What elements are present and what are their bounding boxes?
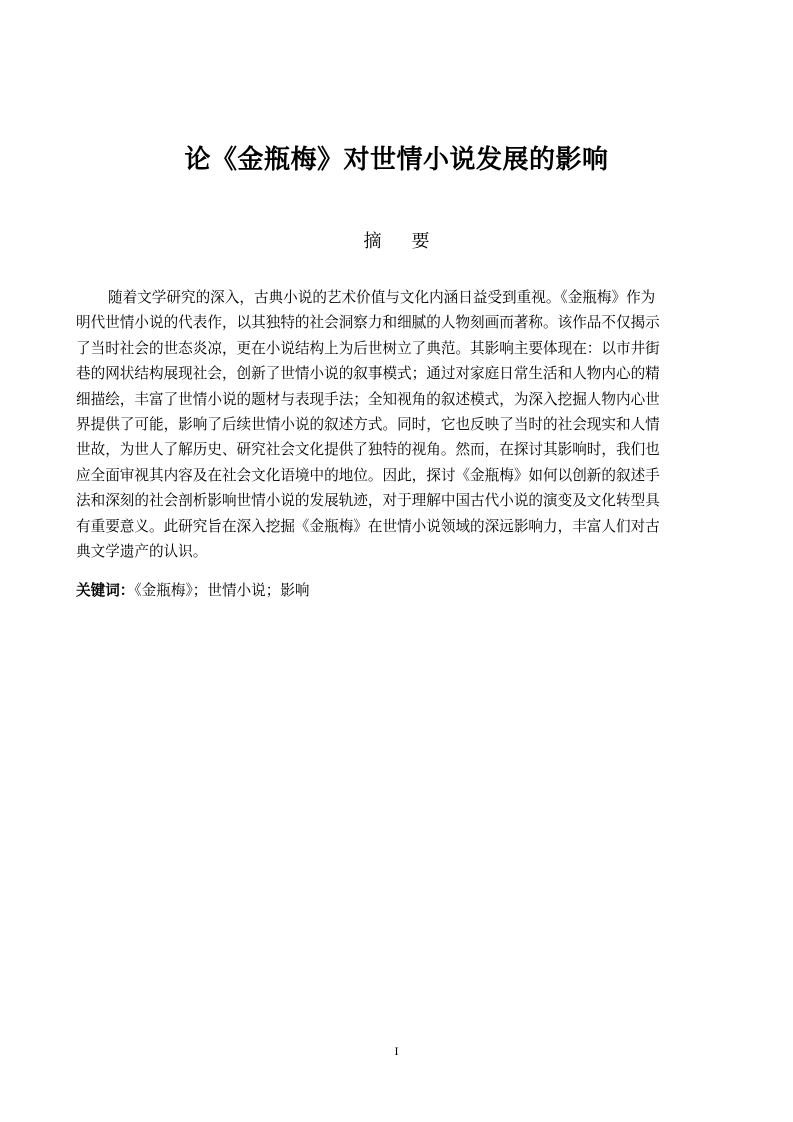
keywords-label: 关键词： (76, 582, 135, 599)
abstract-line: 细描绘，丰富了世情小说的题材与表现手法；全知视角的叙述模式，为深入挖掘人物内心世 (76, 390, 660, 408)
abstract-heading: 摘要 (363, 231, 460, 252)
page-number: I (394, 1044, 399, 1058)
abstract-body (76, 285, 720, 564)
abstract-line: 界提供了可能，影响了后续世情小说的叙述方式。同时，它也反映了当时的社会现实和人情 (76, 416, 660, 434)
abstract-line: 明代世情小说的代表作，以其独特的社会洞察力和细腻的人物刻画而著称。该作品不仅揭示 (76, 314, 660, 332)
keywords-line (76, 580, 310, 602)
abstract-line: 了当时社会的世态炎凉，更在小说结构上为后世树立了典范。其影响主要体现在：以市井街 (76, 339, 660, 357)
keywords-text: 《金瓶梅》；世情小说；影响 (134, 582, 310, 599)
abstract-line: 法和深刻的社会剖析影响世情小说的发展轨迹，对于理解中国古代小说的演变及文化转型具 (76, 492, 660, 510)
abstract-line: 应全面审视其内容及在社会文化语境中的地位。因此，探讨《金瓶梅》如何以创新的叙述手 (76, 466, 660, 484)
abstract-line: 典文学遗产的认识。 (76, 543, 208, 561)
paper-title: 论《金瓶梅》对世情小说发展的影响 (184, 145, 609, 175)
abstract-line: 巷的网状结构展现社会，创新了世情小说的叙事模式；通过对家庭日常生活和人物内心的精 (76, 365, 660, 383)
abstract-line: 有重要意义。此研究旨在深入挖掘《金瓶梅》在世情小说领域的深远影响力，丰富人们对古 (76, 517, 660, 535)
abstract-line: 世故，为世人了解历史、研究社会文化提供了独特的视角。然而，在探讨其影响时，我们也 (76, 441, 660, 459)
abstract-line: 随着文学研究的深入，古典小说的艺术价值与文化内涵日益受到重视。《金瓶梅》作为 (108, 289, 656, 306)
